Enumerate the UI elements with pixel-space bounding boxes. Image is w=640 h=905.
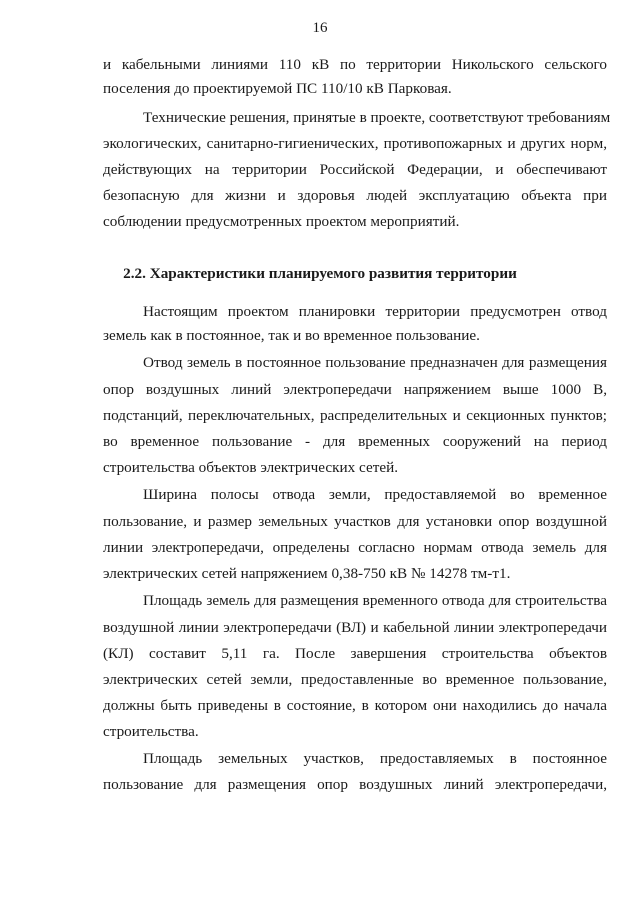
text-line: поселения до проектируемой ПС 110/10 кВ Парковая.	[103, 80, 452, 97]
text-line: Ширина полосы отвода земли, предоставляемой во временное	[143, 486, 607, 503]
text-line: воздушной линии электропередачи (ВЛ) и кабельной линии электропередачи	[103, 619, 607, 636]
text-line: и кабельными линиями 110 кВ по территории Никольского сельского	[103, 56, 607, 73]
text-line: электрических сетей напряжением 0,38-750 кВ № 14278 тм-т1.	[103, 565, 511, 582]
text-line: Настоящим проектом планировки территории предусмотрен отвод	[143, 303, 607, 320]
text-line: опор воздушных линий электропередачи напряжением выше 1000 В,	[103, 381, 607, 398]
text-line: должны быть приведены в состояние, в котором они находились до начала	[103, 697, 607, 714]
text-line: Площадь земельных участков, предоставляемых в постоянное	[143, 750, 607, 767]
text-line: строительства объектов электрических сетей.	[103, 459, 399, 476]
text-line: Площадь земель для размещения временного отвода для строительства	[143, 592, 607, 609]
text-line: (КЛ) составит 5,11 га. После завершения строительства объектов	[103, 645, 607, 662]
text-line: земель как в постоянное, так и во временное пользование.	[103, 327, 480, 344]
text-line: линии электропередачи, определены согласно нормам отвода земель для	[103, 539, 607, 556]
text-line: соблюдении предусмотренных проектом мероприятий.	[103, 213, 460, 230]
text-line: строительства.	[103, 723, 199, 740]
text-line: действующих на территории Российской Федерации, и обеспечивают	[103, 161, 607, 178]
text-line: пользование для размещения опор воздушных линий электропередачи,	[103, 776, 607, 793]
section-heading: 2.2. Характеристики планируемого развития территории	[123, 265, 517, 282]
text-line: пользование, и размер земельных участков для установки опор воздушной	[103, 513, 607, 530]
text-line: безопасную для жизни и здоровья людей эксплуатацию объекта при	[103, 187, 607, 204]
text-line: экологических, санитарно-гигиенических, противопожарных и других норм,	[103, 135, 607, 152]
page-number: 16	[312, 20, 328, 36]
text-line: Технические решения, принятые в проекте, соответствуют требованиям	[143, 109, 611, 126]
text-line: Отвод земель в постоянное пользование предназначен для размещения	[143, 354, 607, 371]
text-line: подстанций, переключательных, распределительных и секционных пунктов;	[103, 407, 607, 424]
text-line: во временное пользование - для временных сооружений на период	[103, 433, 607, 450]
text-line: электрических сетей земли, предоставленные во временное пользование,	[103, 671, 607, 688]
